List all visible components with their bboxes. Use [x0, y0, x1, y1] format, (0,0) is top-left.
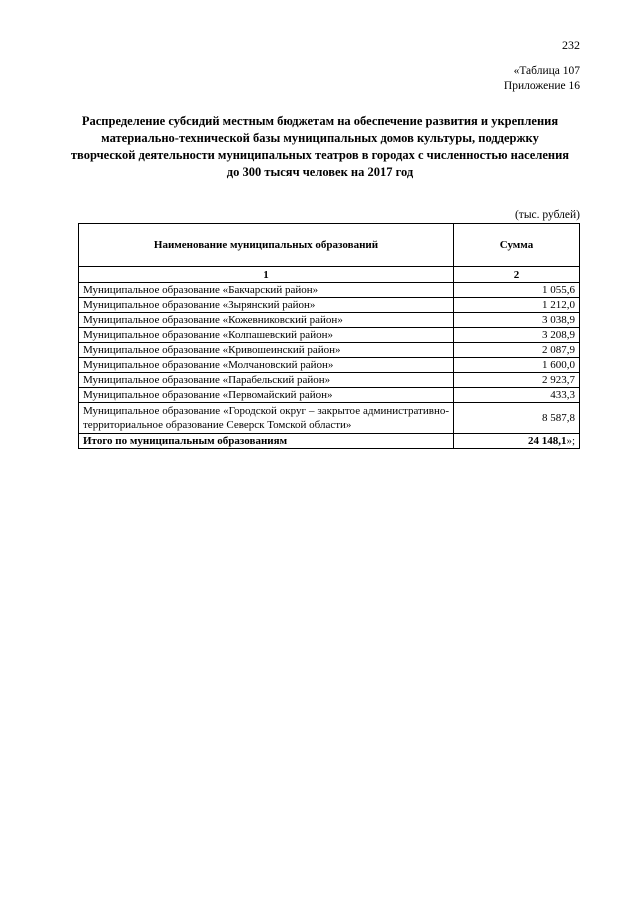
column-number-row	[79, 267, 580, 283]
table-label: «Таблица 107	[513, 65, 580, 77]
document-title: Распределение субсидий местным бюджетам на обеспечение развития и укрепления материально-технической базы муниципальных домов культуры, поддержку творческой деятельности муниципальных театров в городах с численностью населения до 300 тысяч человек на 2017 год	[70, 114, 570, 179]
municipality-name: Муниципальное образование «Первомайский район»	[79, 388, 454, 403]
total-row	[79, 434, 580, 449]
subsidy-amount: 1 055,6	[454, 283, 580, 298]
table-row	[79, 373, 580, 388]
table-header-row	[79, 224, 580, 267]
municipality-name: Муниципальное образование «Бакчарский район»	[79, 283, 454, 298]
total-value: 24 148,1	[527, 435, 567, 447]
table-row	[79, 388, 580, 403]
table-row	[79, 313, 580, 328]
municipality-name: Муниципальное образование «Парабельский район»	[79, 373, 454, 388]
subsidy-amount: 3 038,9	[454, 313, 580, 328]
municipality-name: Муниципальное образование «Городской округ – закрытое административно-территориальное образование Северск Томской области»	[79, 403, 454, 434]
column-header-sum: Сумма	[454, 224, 580, 267]
table-row	[79, 403, 580, 434]
table-row	[79, 283, 580, 298]
total-amount	[454, 434, 580, 449]
subsidy-table	[78, 223, 580, 449]
column-number: 2	[454, 267, 580, 283]
table-row	[79, 343, 580, 358]
table-row	[79, 328, 580, 343]
appendix-label: Приложение 16	[503, 80, 580, 92]
municipality-name: Муниципальное образование «Кожевниковский район»	[79, 313, 454, 328]
municipality-name: Муниципальное образование «Колпашевский район»	[79, 328, 454, 343]
units-label: (тыс. рублей)	[514, 209, 580, 221]
subsidy-amount: 1 600,0	[454, 358, 580, 373]
table-row	[79, 358, 580, 373]
municipality-name: Муниципальное образование «Молчановский район»	[79, 358, 454, 373]
subsidy-amount: 2 087,9	[454, 343, 580, 358]
column-header-name: Наименование муниципальных образований	[79, 224, 454, 267]
subsidy-amount: 1 212,0	[454, 298, 580, 313]
table-reference	[504, 64, 580, 94]
subsidy-amount: 8 587,8	[454, 403, 580, 434]
subsidy-amount: 433,3	[454, 388, 580, 403]
table-row	[79, 298, 580, 313]
closing-quote: »;	[566, 435, 575, 447]
subsidy-amount: 2 923,7	[454, 373, 580, 388]
total-label: Итого по муниципальным образованиям	[79, 434, 454, 449]
column-number: 1	[79, 267, 454, 283]
municipality-name: Муниципальное образование «Зырянский район»	[79, 298, 454, 313]
page-number: 232	[562, 38, 580, 52]
municipality-name: Муниципальное образование «Кривошеинский район»	[79, 343, 454, 358]
subsidy-amount: 3 208,9	[454, 328, 580, 343]
